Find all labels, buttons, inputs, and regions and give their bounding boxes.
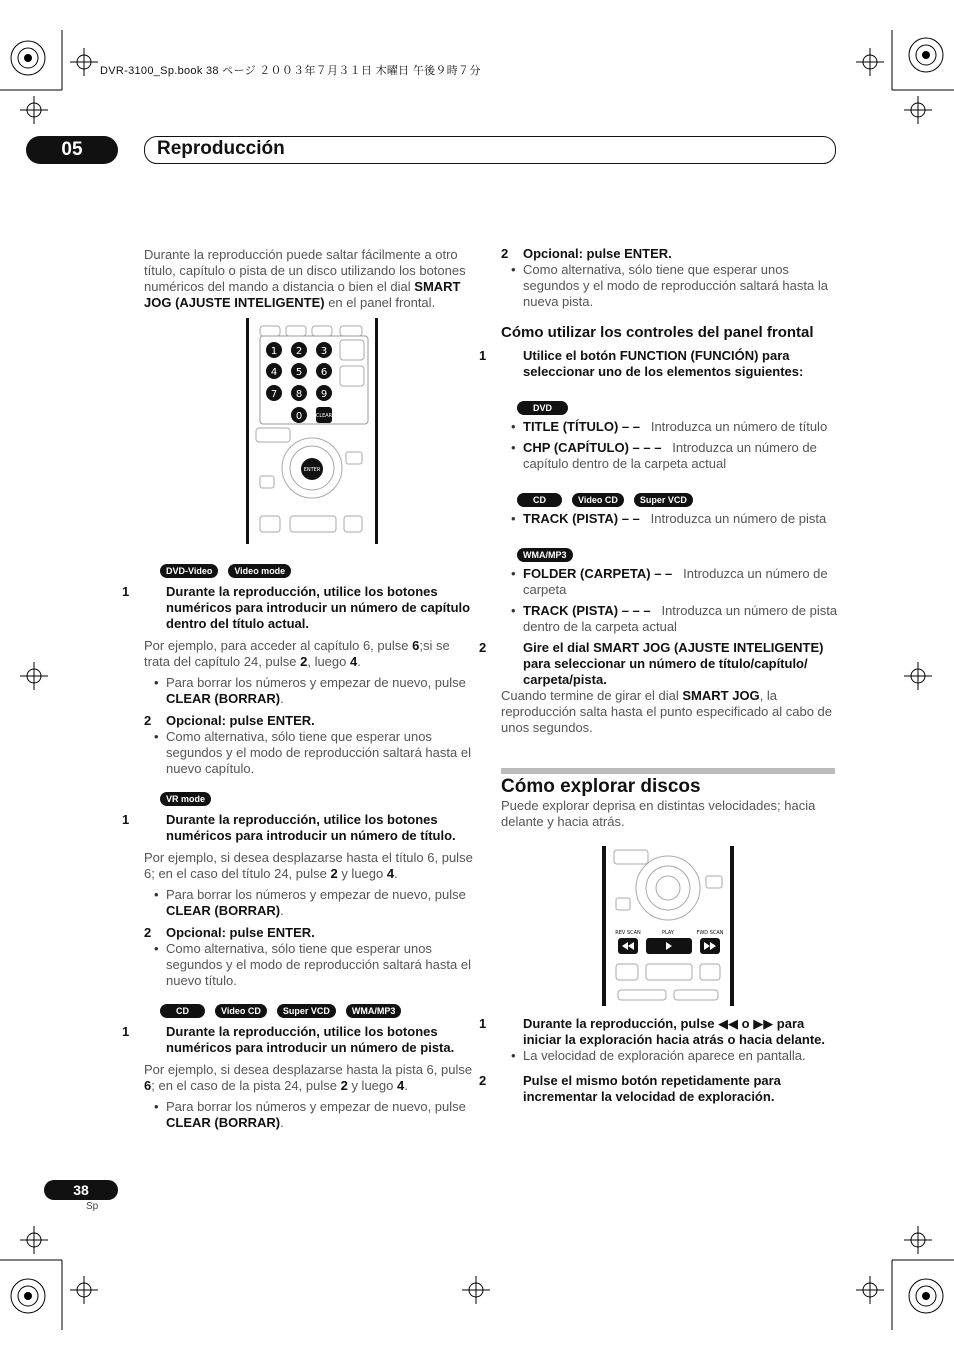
badge-super-vcd-right: Super VCD [634,493,693,507]
badge-video-cd-right: Video CD [572,493,624,507]
intro-paragraph: Durante la reproducción puede saltar fácilmente a otro título, capítulo o pista de un disco utilizando los botones numéricos del mando a distancia o bien el dial SMART JOG (AJUSTE INTELIGENTE) en el panel frontal. [144,247,466,310]
print-header-line: DVR-3100_Sp.book 38 ページ ２００３年７月３１日 木曜日 午後９時７分 [100,65,481,77]
key-clear: CLEAR [315,413,333,419]
badge-super-vcd: Super VCD [277,1004,336,1018]
cd-items [501,511,841,533]
panel-section [479,324,841,386]
key-5: 5 [295,367,303,378]
key-9: 9 [320,389,328,400]
badge-group-cd [517,493,837,507]
key-1: 1 [270,346,278,357]
cd-step-1: 1 Durante la reproducción, utilice los botones numéricos para introducir un número de pista. [122,1024,455,1055]
fwd-scan-label: FWD SCAN [696,930,724,936]
right-step-2: 2 Opcional: pulse ENTER. [501,246,672,261]
rev-scan-label: REV SCAN [615,930,641,936]
key-2: 2 [295,346,303,357]
panel-step-2-text: Cuando termine de girar el dial SMART JOG, la reproducción salta hasta el punto especificado al cabo de unos segundos. [501,688,832,735]
remote-numeric-keypad-illustration [246,318,380,544]
key-8: 8 [295,389,303,400]
vr-step-1: 1 Durante la reproducción, utilice los botones numéricos para introducir un número de título. [122,812,456,843]
explore-steps [479,1016,836,1111]
step-2-bullet: • Como alternativa, sólo tiene que esperar unos segundos y el modo de reproducción saltará hasta el nuevo capítulo. [144,729,479,777]
explore-section [501,776,836,836]
panel-step-1: 1 Utilice el botón FUNCTION (FUNCIÓN) para seleccionar uno de los elementos siguientes: [479,348,804,379]
key-enter: ENTER [303,467,321,473]
badges-vr-mode [160,792,360,806]
step-1-chapter: 1 Durante la reproducción, utilice los botones numéricos para introducir un número de capítulo dentro del título actual. [122,584,471,631]
explore-intro: Puede explorar deprisa en distintas velocidades; hacia delante y hacia atrás. [501,798,816,829]
wma-items [479,566,841,742]
badge-dvd: DVD [517,401,568,415]
badges-cd [160,1004,490,1018]
badge-vr-mode: VR mode [160,792,211,806]
vr-mode-steps [122,812,479,995]
vr-step-2: 2 Opcional: pulse ENTER. [144,925,315,940]
vr-clear-bullet: • Para borrar los números y empezar de nuevo, pulse CLEAR (BORRAR). [144,887,479,919]
cd-step-1-example: Por ejemplo, si desea desplazarse hasta la pista 6, pulse 6; en el caso de la pista 24, pulse 2 y luego 4. [144,1062,473,1093]
badge-dvd-video: DVD-Video [160,564,218,578]
key-7: 7 [270,389,278,400]
explore-step-1: 1 Durante la reproducción, pulse ◀◀ o ▶▶ para iniciar la exploración hacia atrás o hacia delante. [479,1016,826,1047]
cd-clear-bullet: • Para borrar los números y empezar de nuevo, pulse CLEAR (BORRAR). [144,1099,479,1131]
panel-heading: Cómo utilizar los controles del panel frontal [501,324,814,341]
badge-wma-mp3-right: WMA/MP3 [517,548,573,562]
item-chp: • CHP (CAPÍTULO) – – – Introduzca un número de capítulo dentro de la carpeta actual [501,440,841,472]
step-2-enter: 2 Opcional: pulse ENTER. [144,713,315,728]
badge-wma-mp3: WMA/MP3 [346,1004,402,1018]
item-track: • TRACK (PISTA) – – Introduzca un número de pista [501,511,841,527]
badge-group-wma [517,548,617,562]
key-0: 0 [295,411,303,422]
chapter-title-bar [144,136,836,164]
right-column-top [501,246,836,316]
key-3: 3 [320,346,328,357]
language-code: Sp [86,1201,99,1212]
badge-group-dvd [517,401,617,415]
key-4: 4 [270,367,278,378]
explore-step-1-bullet: • La velocidad de exploración aparece en pantalla. [501,1048,836,1064]
explore-heading: Cómo explorar discos [501,776,701,797]
badge-video-cd: Video CD [215,1004,267,1018]
right-step-2-bullet: • Como alternativa, sólo tiene que esperar unos segundos y el modo de reproducción saltará hasta la nueva pista. [501,262,836,310]
dvd-video-steps [122,584,479,783]
chapter-title: Reproducción [157,138,285,159]
page-number: 38 [44,1180,118,1200]
play-label: PLAY [661,930,675,936]
badges-dvd-video [160,564,480,578]
vr-step-2-bullet: • Como alternativa, sólo tiene que esperar unos segundos y el modo de reproducción saltará hasta el nuevo título. [144,941,479,989]
section-rule [501,768,835,774]
item-folder: • FOLDER (CARPETA) – – Introduzca un número de carpeta [501,566,841,598]
dvd-items [501,419,841,478]
key-6: 6 [320,367,328,378]
left-column [144,247,479,317]
item-track-2: • TRACK (PISTA) – – – Introduzca un número de pista dentro de la carpeta actual [501,603,841,635]
step-1-example: Por ejemplo, para acceder al capítulo 6, pulse 6;si se trata del capítulo 24, pulse 2, luego 4. [144,638,450,669]
chapter-number: 05 [26,136,118,164]
cd-steps [122,1024,479,1137]
panel-step-2: 2 Gire el dial SMART JOG (AJUSTE INTELIGENTE) para seleccionar un número de título/capítulo/ carpeta/pista. [479,640,824,687]
item-title: • TITLE (TÍTULO) – – Introduzca un número de título [501,419,841,435]
badge-video-mode: Video mode [228,564,291,578]
explore-step-2: 2 Pulse el mismo botón repetidamente para incrementar la velocidad de exploración. [479,1073,781,1104]
vr-step-1-example: Por ejemplo, si desea desplazarse hasta el título 6, pulse 6; en el caso del título 24, pulse 2 y luego 4. [144,850,473,881]
badge-cd-right: CD [517,493,562,507]
badge-cd: CD [160,1004,205,1018]
remote-scan-illustration [602,846,736,1006]
clear-bullet: • Para borrar los números y empezar de nuevo, pulse CLEAR (BORRAR). [144,675,479,707]
